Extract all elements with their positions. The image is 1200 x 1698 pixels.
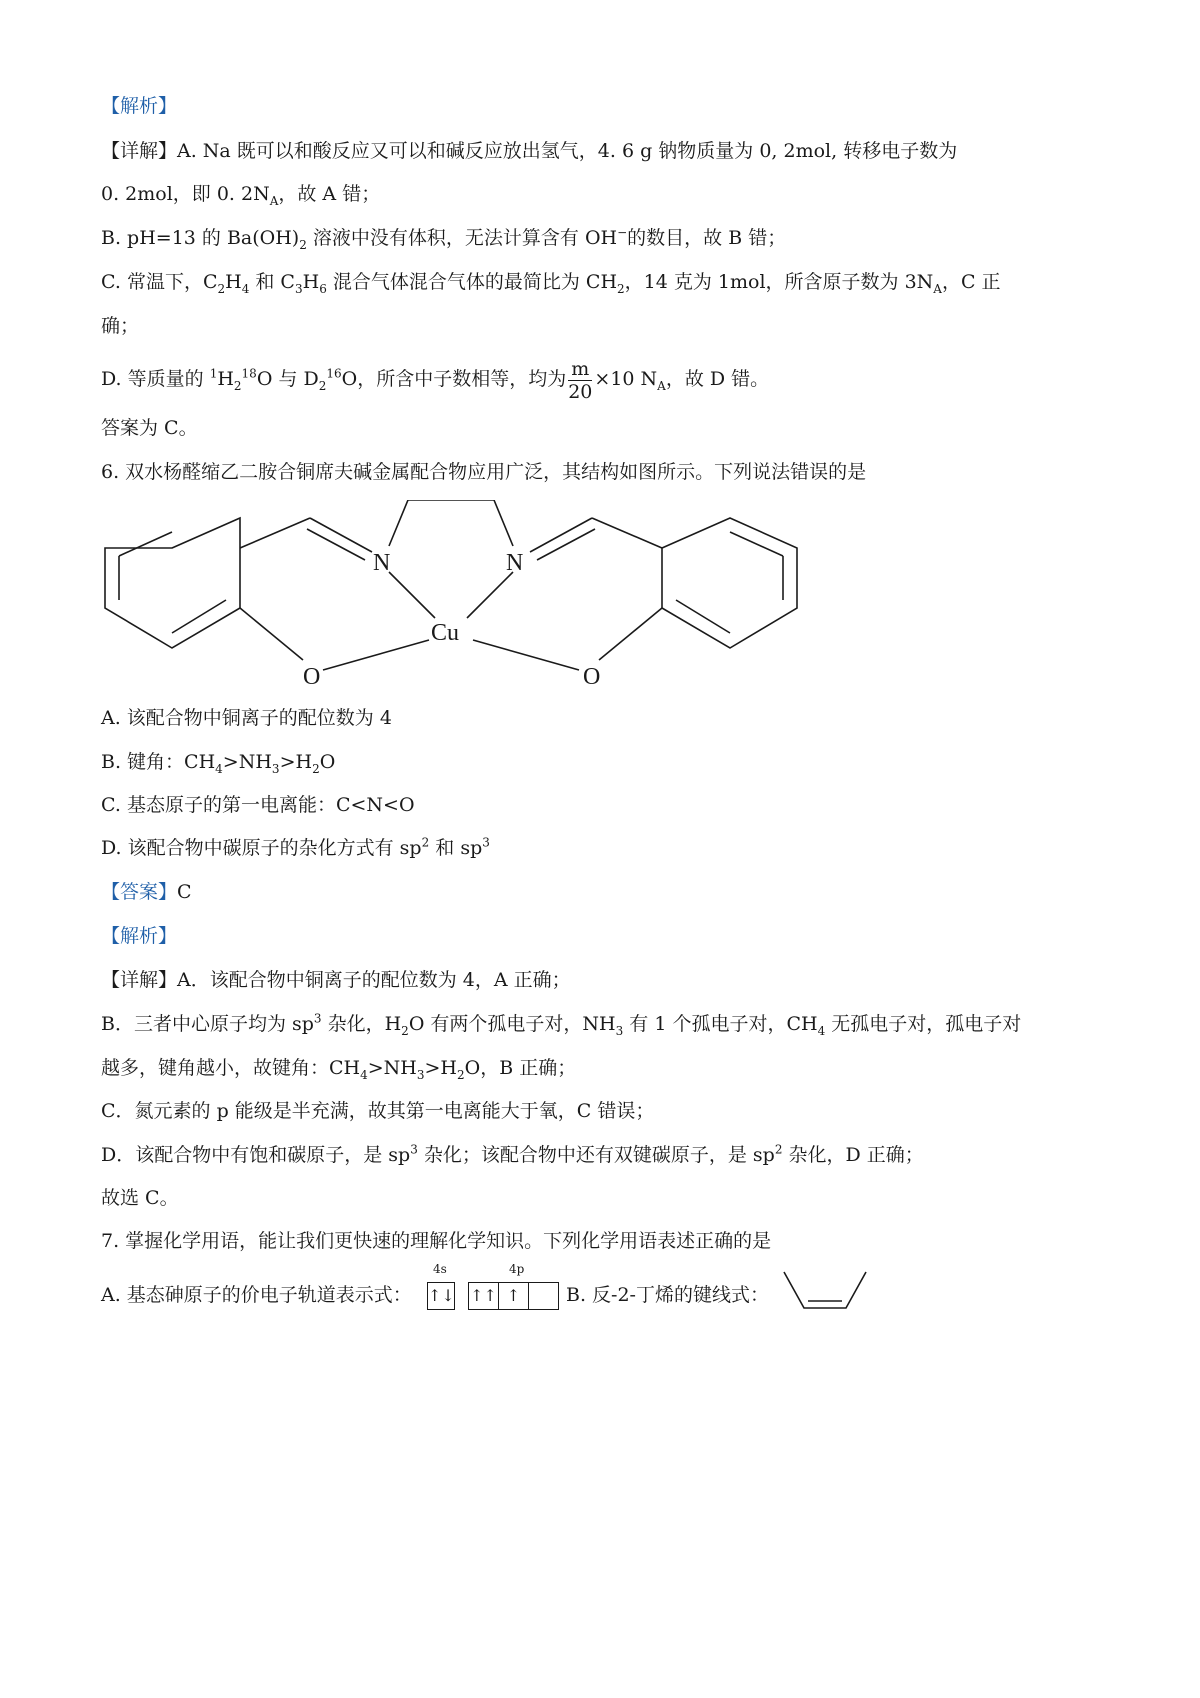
jiexi-label-6: 【解析】 bbox=[101, 925, 178, 947]
answer-line-5: 答案为 C。 bbox=[101, 417, 198, 439]
orbital-diagram bbox=[425, 1262, 560, 1314]
explain-6b: B．三者中心原子均为 $sp^3$ 杂化，$H_2O$ 有两个孤电子对，$NH_3$ 有 1 个孤电子对，$CH_4$ 无孤电子对，孤电子对 bbox=[101, 1011, 1022, 1038]
left-benzene-ring bbox=[105, 518, 240, 648]
label-4p: 4p bbox=[509, 1262, 525, 1276]
explain-6c: C．氮元素的 p 能级是半充满，故其第一电离能大于氧，C 错误； bbox=[101, 1100, 655, 1122]
orbital-box-4p-3 bbox=[529, 1282, 559, 1310]
option-7b: B. 反-2-丁烯的键线式： bbox=[566, 1284, 769, 1306]
copper-schiff-base-structure bbox=[95, 500, 825, 700]
left-ch-bond bbox=[240, 518, 310, 548]
trans-2-butene-skeletal bbox=[780, 1268, 870, 1312]
option-6c: C. 基态原子的第一电离能：C<N<O bbox=[101, 794, 415, 816]
question-7-stem: 7. 掌握化学用语，能让我们更快速的理解化学知识。下列化学用语表述正确的是 bbox=[101, 1230, 772, 1252]
detail-line-c-cont: 确； bbox=[101, 315, 140, 337]
orbital-boxes-4p bbox=[468, 1282, 559, 1310]
right-benzene-ring bbox=[662, 518, 797, 648]
detail-line-b: B. pH=13 的 $Ba(OH)_2$ 溶液中没有体积，无法计算含有 OH−的数目，故 B 错； bbox=[101, 225, 787, 252]
explain-6a: 【详解】A．该配合物中铜离子的配位数为 4，A 正确； bbox=[101, 969, 571, 991]
explain-6-conclusion: 故选 C。 bbox=[101, 1187, 179, 1209]
option-7a: A. 基态砷原子的价电子轨道表示式： bbox=[101, 1284, 412, 1306]
option-6d: D. 该配合物中碳原子的杂化方式有 $sp^2$ 和 $sp^3$ bbox=[101, 835, 490, 859]
label-4s: 4s bbox=[433, 1262, 447, 1276]
fraction-m-over-20: $\frac{m}{20}$ bbox=[568, 357, 593, 403]
atom-o-right: O bbox=[583, 664, 601, 690]
orbital-box-4p-1: ↑↑ bbox=[468, 1282, 499, 1310]
atom-n-right: N bbox=[506, 550, 524, 576]
question-6-stem: 6. 双水杨醛缩乙二胺合铜席夫碱金属配合物应用广泛，其结构如图所示。下列说法错误的是 bbox=[101, 461, 867, 483]
detail-line-a-cont: 0. 2mol，即 0. $2N_A$，故 A 错； bbox=[101, 183, 381, 208]
explain-6d: D．该配合物中有饱和碳原子，是 $sp^3$ 杂化；该配合物中还有双键碳原子，是 $sp^2$ 杂化，D 正确； bbox=[101, 1142, 924, 1166]
atom-cu: Cu bbox=[431, 620, 460, 646]
orbital-box-4p-2: ↑ bbox=[499, 1282, 529, 1310]
option-6b: B. 键角：$CH_4>NH_3>H_2O$ bbox=[101, 751, 336, 776]
detail-line-c: C. 常温下，$C_2H_4$ 和 $C_3H_6$ 混合气体混合气体的最简比为 $CH_2$，14 克为 1mol，所含原子数为 $3N_A$，C 正 bbox=[101, 271, 1001, 296]
atom-o-left: O bbox=[303, 664, 321, 690]
explain-6b-cont: 越多，键角越小，故键角：$CH_4>NH_3>H_2O$，B 正确； bbox=[101, 1057, 577, 1082]
detail-line-a: 【详解】A. Na 既可以和酸反应又可以和碱反应放出氢气，4. 6 g 钠物质量为 0, 2mol, 转移电子数为 bbox=[101, 140, 958, 162]
option-6a: A. 该配合物中铜离子的配位数为 4 bbox=[101, 707, 392, 729]
jiexi-label-5: 【解析】 bbox=[101, 95, 178, 117]
detail-line-d: D. 等质量的 $^1H_2^{18}O$ 与 $D_2^{16}O$，所含中子数相等，均为 $\frac{m}{20}$ ×10 $N_A$，故 D 错。 bbox=[101, 357, 770, 403]
atom-n-left: N bbox=[373, 550, 391, 576]
answer-line-6: 【答案】C bbox=[101, 881, 192, 903]
orbital-box-4s: ↑↓ bbox=[427, 1282, 455, 1310]
